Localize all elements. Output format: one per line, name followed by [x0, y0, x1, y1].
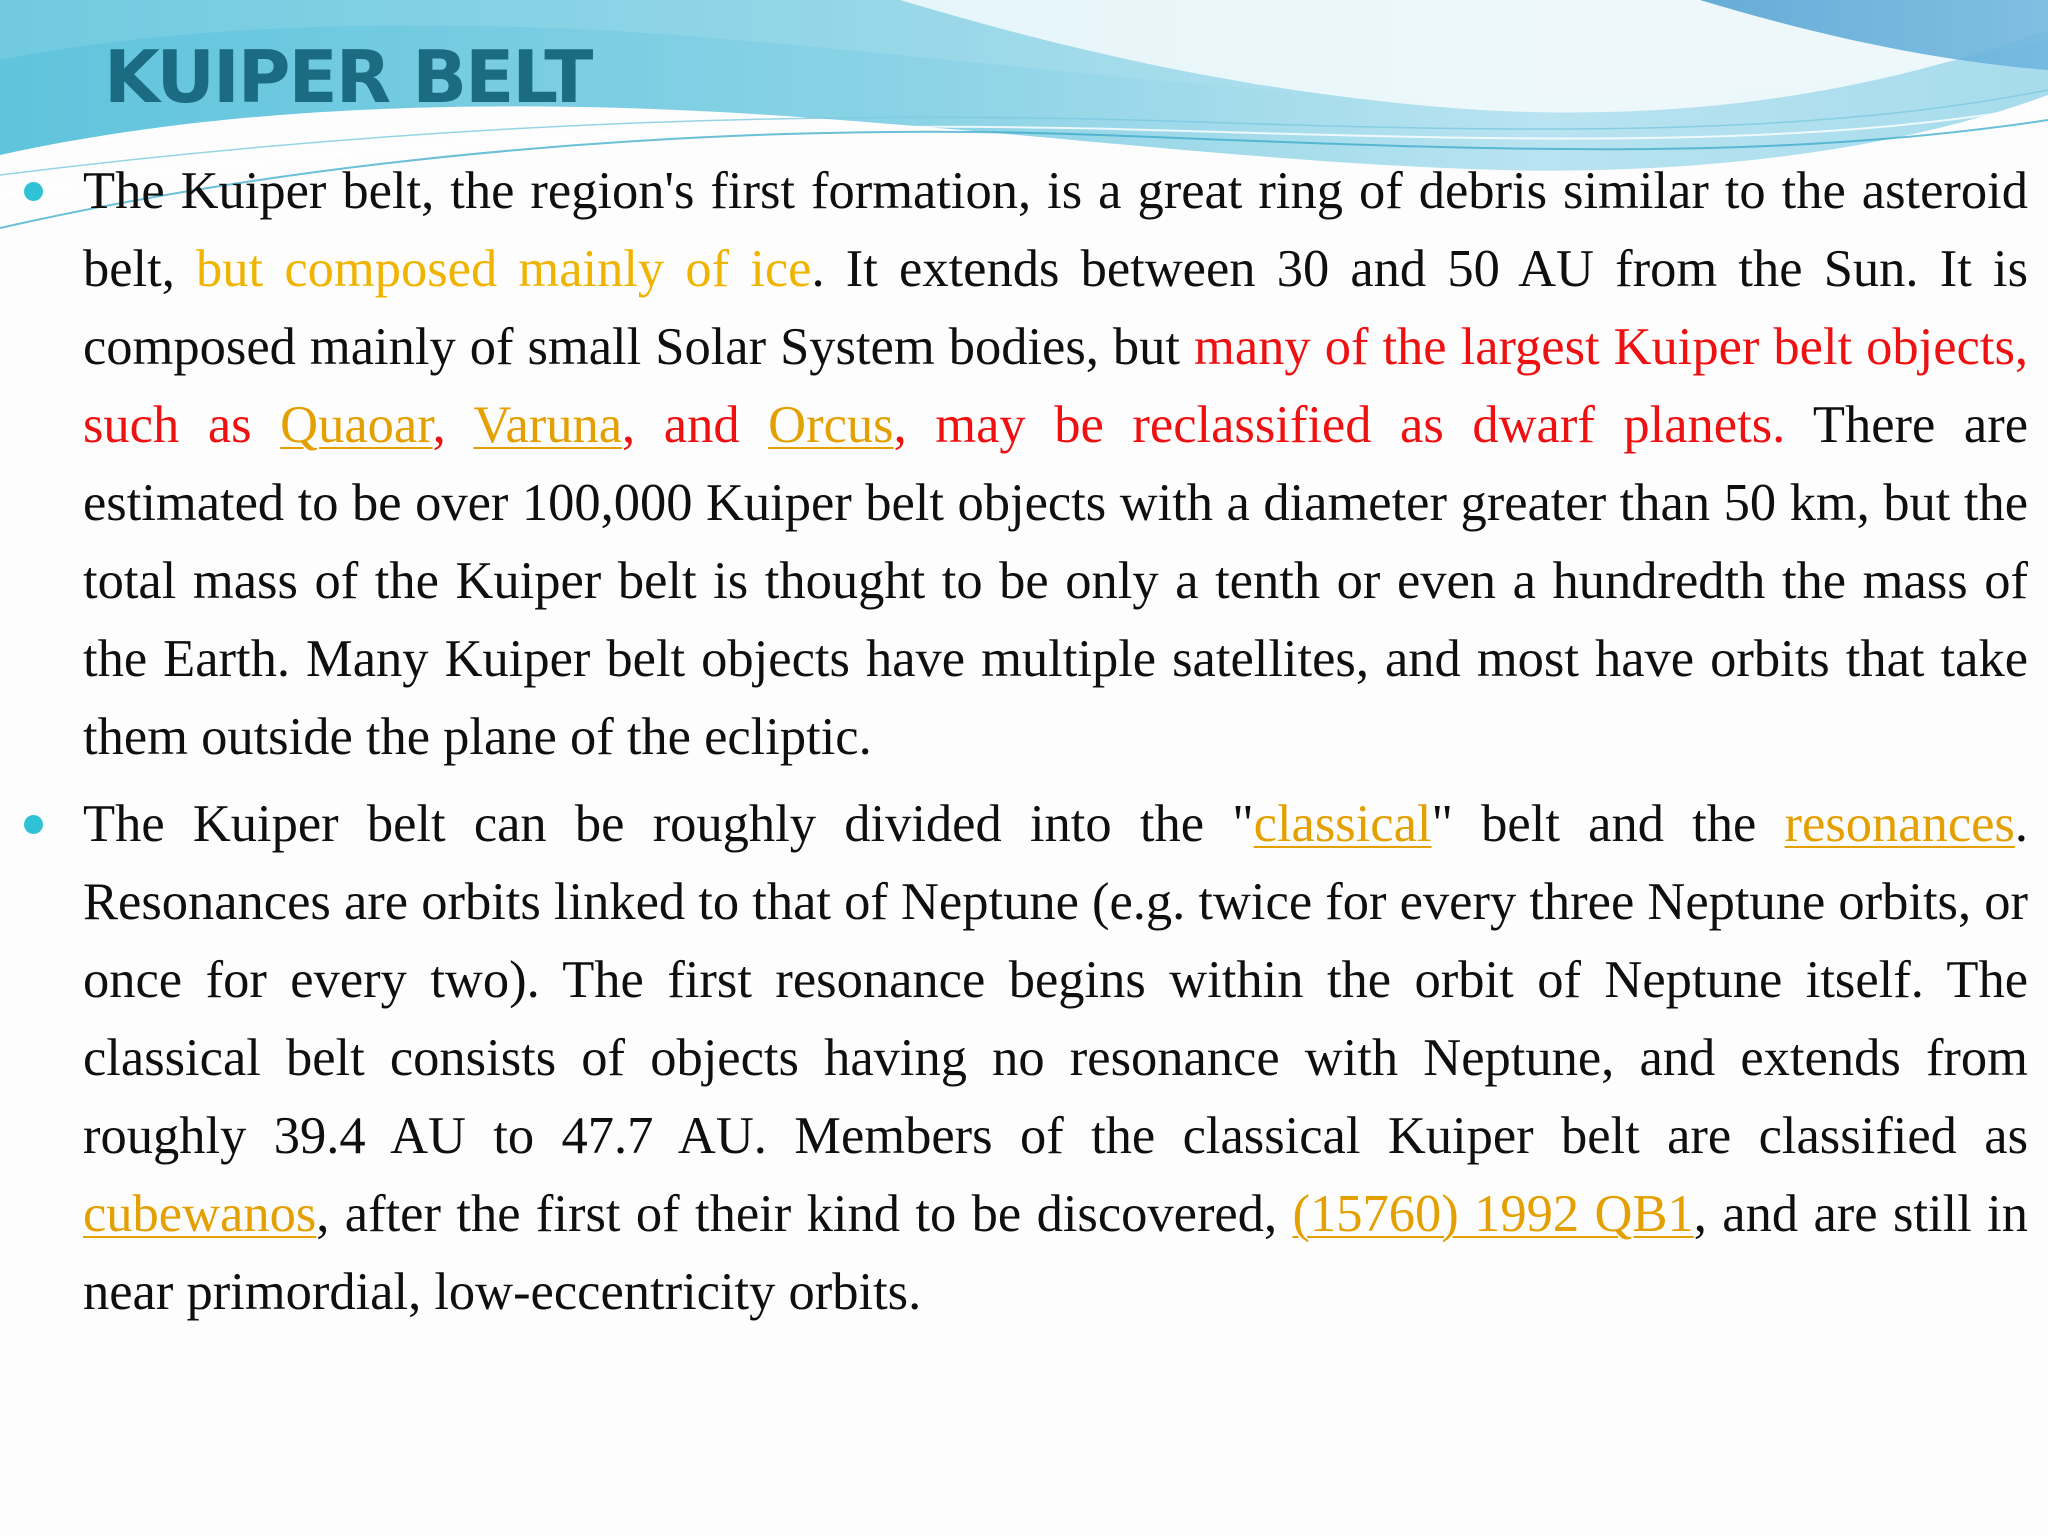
- slide-body: [0, 152, 2048, 1331]
- link-15760-1992-qb1[interactable]: (15760) 1992 QB1: [1292, 1185, 1694, 1243]
- text-span: " belt and the: [1431, 795, 1785, 853]
- link-quaoar[interactable]: Quaoar: [280, 396, 433, 454]
- link-orcus[interactable]: Orcus: [768, 396, 894, 454]
- bullet-paragraph-2: [0, 785, 2048, 1331]
- bullet-dot-icon: [24, 182, 43, 201]
- text-span: , and are still in near primordial, low-eccentricity orbits.: [83, 1185, 2028, 1321]
- bullet-paragraph-1: [0, 152, 2048, 776]
- text-span: . It extends between 30 and 50 AU from the Sun. It is composed mainly of small Solar System bodies, but: [83, 240, 2028, 376]
- text-span: . Resonances are orbits linked to that of Neptune (e.g. twice for every three Neptune orbits, or once for every two). The first resonance begins within the orbit of Neptune itself. The classical belt consists of objects having no resonance with Neptune, and extends from roughly 39.4 AU to 47.7 AU. Members of the classical Kuiper belt are classified as: [83, 795, 2028, 1165]
- text-span: ,: [432, 396, 474, 454]
- text-span: The Kuiper belt, the region's first formation, is a great ring of debris similar to the asteroid belt,: [83, 162, 2028, 298]
- highlight-ice: but composed mainly of ice: [196, 240, 812, 298]
- text-span: , after the first of their kind to be discovered,: [316, 1185, 1293, 1243]
- link-cubewanos[interactable]: cubewanos: [83, 1185, 317, 1243]
- text-span: There are estimated to be over 100,000 Kuiper belt objects with a diameter greater than 50 km, but the total mass of the Kuiper belt is thought to be only a tenth or even a hundredth the mass of the Earth. Many Kuiper belt objects have multiple satellites, and most have orbits that take them outside the plane of the ecliptic.: [83, 396, 2029, 766]
- text-span: , may be reclassified as dwarf planets.: [893, 396, 1786, 454]
- link-classical[interactable]: classical: [1253, 795, 1432, 853]
- text-span: many of the largest Kuiper belt objects, such as: [83, 318, 2029, 454]
- slide-title: KUIPER BELT: [104, 35, 592, 119]
- link-varuna[interactable]: Varuna: [473, 396, 623, 454]
- text-span: , and: [622, 396, 769, 454]
- link-resonances[interactable]: resonances: [1784, 795, 2015, 853]
- text-span: The Kuiper belt can be roughly divided into the ": [83, 795, 1254, 853]
- bullet-dot-icon: [24, 815, 43, 834]
